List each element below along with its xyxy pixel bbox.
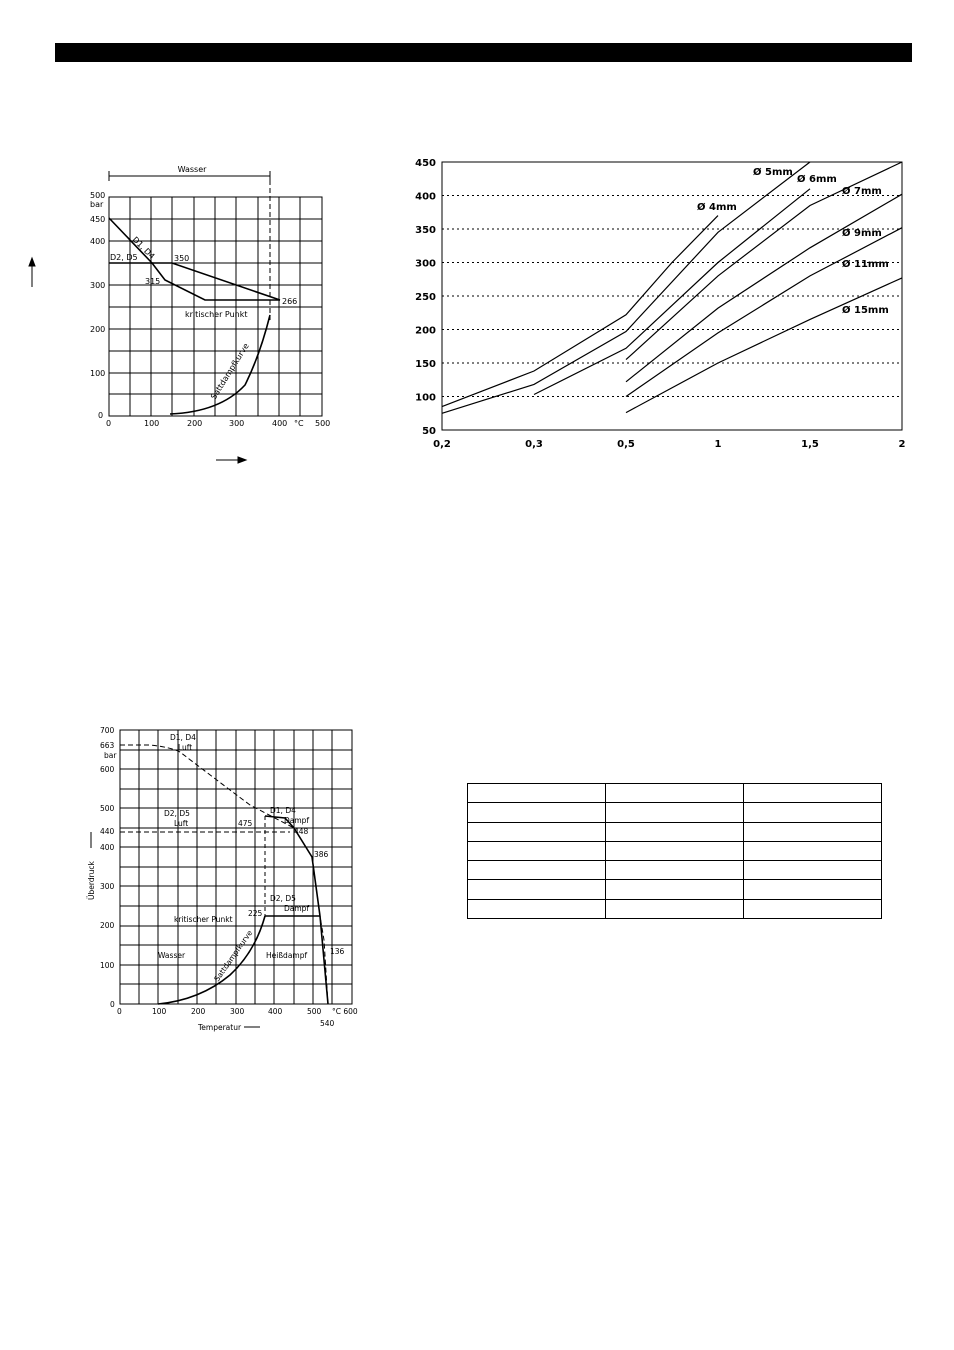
diagram2-arrows <box>91 832 260 1027</box>
table-cell <box>468 822 606 841</box>
label-saturated-steam-curve: Sattdampfkurve <box>212 928 255 984</box>
chart-series <box>442 162 902 413</box>
series-label: Ø 9mm <box>842 228 882 239</box>
empty-table <box>467 783 882 919</box>
x-tick: °C 600 <box>332 1007 358 1016</box>
table-row <box>468 841 882 860</box>
table-cell <box>744 880 882 899</box>
table-cell <box>606 861 744 880</box>
table-cell <box>606 822 744 841</box>
x-tick-label: 0,2 <box>433 439 451 450</box>
table-cell <box>606 841 744 860</box>
label-540: 540 <box>320 1019 335 1028</box>
y-tick-label: 450 <box>415 158 436 169</box>
x-tick: 200 <box>187 419 203 428</box>
label-d1-d4: D1, D4 <box>130 235 157 261</box>
table-cell <box>744 803 882 822</box>
x-tick: 300 <box>229 419 245 428</box>
label-315: 315 <box>145 277 161 286</box>
x-tick: 300 <box>230 1007 245 1016</box>
x-tick: 500 <box>307 1007 322 1016</box>
y-tick: 500 <box>90 191 106 200</box>
diagram1-grid <box>109 197 322 416</box>
x-tick: 0 <box>117 1007 122 1016</box>
table-cell <box>744 841 882 860</box>
x-tick: 400 <box>268 1007 283 1016</box>
diagram2-labels <box>87 726 358 1032</box>
series-line <box>626 194 902 382</box>
table-cell <box>744 861 882 880</box>
diagram2-grid <box>120 730 352 1004</box>
label-superheated-steam: Heißdampf <box>266 951 308 960</box>
table-row <box>468 861 882 880</box>
table-row <box>468 880 882 899</box>
y-tick: 450 <box>90 215 106 224</box>
table-cell <box>468 861 606 880</box>
x-tick: 400 <box>272 419 288 428</box>
header-bar <box>55 43 912 62</box>
y-axis-label: Überdruck <box>87 861 96 900</box>
y-tick: 400 <box>90 237 106 246</box>
label-air: Luft <box>174 819 189 828</box>
label-saturated-steam-curve: Sattdampfkurve <box>209 341 251 402</box>
series-line <box>626 278 902 413</box>
table-cell <box>468 880 606 899</box>
label-critical-point: kritischer Punkt <box>185 310 248 319</box>
y-unit: bar <box>104 751 117 760</box>
y-tick-label: 150 <box>415 359 436 370</box>
arrow-right-icon <box>238 457 246 463</box>
label-d2-d5: D2, D5 <box>110 253 138 262</box>
y-tick: 400 <box>100 843 115 852</box>
table-cell <box>606 899 744 918</box>
y-tick: 440 <box>100 827 115 836</box>
label-steam: Dampf <box>284 904 310 913</box>
y-tick: 100 <box>100 961 115 970</box>
x-tick: 0 <box>106 419 112 428</box>
diagram1-arrows <box>29 258 246 463</box>
y-tick-label: 350 <box>415 225 436 236</box>
y-tick: 100 <box>90 369 106 378</box>
table-cell <box>744 899 882 918</box>
label-386: 386 <box>314 850 329 859</box>
series-label: Ø 11mm <box>842 259 889 270</box>
table-row <box>468 822 882 841</box>
table-cell <box>468 803 606 822</box>
y-tick: 500 <box>100 804 115 813</box>
label-d1-d4-steam: D1, D4 <box>270 806 296 815</box>
label-225: 225 <box>248 909 263 918</box>
table-cell <box>744 822 882 841</box>
x-axis-label: Temperatur <box>198 1023 242 1032</box>
label-steam: Dampf <box>284 816 310 825</box>
label-d2-d5-steam: D2, D5 <box>270 894 296 903</box>
x-tick: 100 <box>152 1007 167 1016</box>
label-d1-d4-air: D1, D4 <box>170 733 196 742</box>
x-tick-label: 0,3 <box>525 439 543 450</box>
label-136: 136 <box>330 947 345 956</box>
x-tick: 100 <box>144 419 160 428</box>
series-label: Ø 15mm <box>842 305 889 316</box>
label-d2-d5-air: D2, D5 <box>164 809 190 818</box>
line-chart <box>410 150 910 460</box>
table-cell <box>468 841 606 860</box>
label-448: 448 <box>294 827 309 836</box>
y-tick: 200 <box>90 325 106 334</box>
label-475: 475 <box>238 819 253 828</box>
table-row <box>468 803 882 822</box>
x-tick-label: 2 <box>898 439 906 450</box>
y-tick-label: 300 <box>415 258 436 270</box>
y-tick: 0 <box>110 1000 115 1009</box>
table-cell <box>468 784 606 803</box>
x-tick: 500 <box>315 419 331 428</box>
table-cell <box>606 784 744 803</box>
x-tick-label: 1,5 <box>801 439 819 450</box>
y-tick: 0 <box>98 411 104 420</box>
diagram-water-pressure <box>20 160 340 470</box>
series-line <box>534 189 810 395</box>
x-tick: 200 <box>191 1007 206 1016</box>
table-row <box>468 784 882 803</box>
chart-y-tick-labels <box>415 158 436 437</box>
table-cell <box>468 899 606 918</box>
y-tick: 200 <box>100 921 115 930</box>
series-label: Ø 5mm <box>753 167 793 178</box>
y-tick: 700 <box>100 726 115 735</box>
table-cell <box>606 880 744 899</box>
chart-gridlines <box>442 196 902 397</box>
series-label: Ø 4mm <box>697 202 737 213</box>
series-label: Ø 6mm <box>797 174 837 185</box>
series-label: Ø 7mm <box>842 186 882 197</box>
diagram-overpressure-temperature <box>80 720 380 1040</box>
y-tick: 600 <box>100 765 115 774</box>
series-line <box>442 216 718 407</box>
y-tick: 300 <box>100 882 115 891</box>
x-tick-label: 1 <box>714 439 722 450</box>
table-cell <box>606 803 744 822</box>
label-critical-point: kritischer Punkt <box>174 915 233 924</box>
y-tick-label: 100 <box>415 392 436 404</box>
label-350: 350 <box>174 254 190 263</box>
y-tick-label: 250 <box>415 292 436 303</box>
y-tick: 663 <box>100 741 115 750</box>
y-tick: 300 <box>90 281 106 290</box>
arrow-up-icon <box>29 258 35 266</box>
x-tick-label: 0,5 <box>617 439 635 450</box>
label-air: Luft <box>178 743 193 752</box>
table-cell <box>744 784 882 803</box>
y-tick-label: 400 <box>415 191 436 203</box>
y-tick-label: 50 <box>422 426 436 437</box>
label-water: Wasser <box>158 951 186 960</box>
series-line <box>442 162 810 413</box>
diagram1-labels <box>90 165 330 428</box>
chart-x-tick-labels <box>433 439 905 450</box>
y-tick-label: 200 <box>415 325 436 337</box>
y-unit: bar <box>90 200 104 209</box>
label-wasser: Wasser <box>177 165 207 174</box>
chart-series-labels <box>697 166 889 316</box>
label-266: 266 <box>282 297 298 306</box>
table-row <box>468 899 882 918</box>
x-unit: °C <box>294 419 304 428</box>
